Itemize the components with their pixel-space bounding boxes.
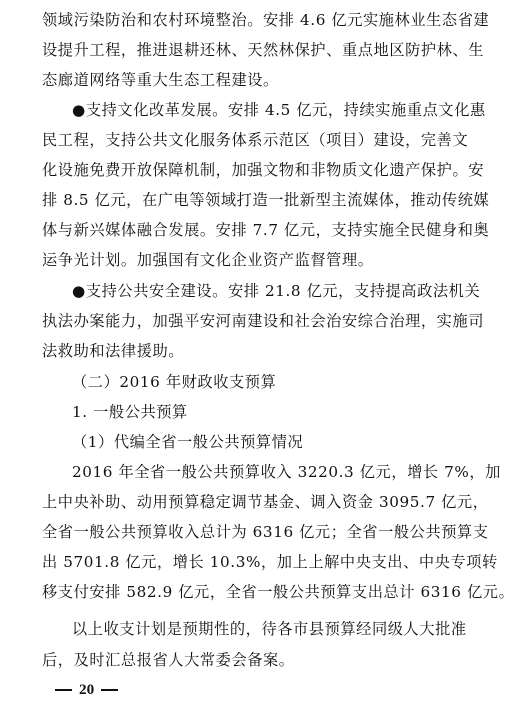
text-line: 执法办案能力，加强平安河南建设和社会治安综合治理，实施司 — [42, 312, 485, 330]
subsection-heading: 1. 一般公共预算 — [72, 403, 188, 421]
subsection-heading: （1）代编全省一般公共预算情况 — [72, 433, 304, 451]
text-line: 上中央补助、动用预算稳定调节基金、调入资金 3095.7 亿元， — [42, 493, 489, 511]
text-line: 出 5701.8 亿元，增长 10.3%，加上上解中央支出、中央专项转 — [42, 553, 498, 571]
page-footer — [0, 678, 125, 700]
section-heading: （二）2016 年财政收支预算 — [72, 373, 277, 391]
text-line: 体与新兴媒体融合发展。安排 7.7 亿元，支持实施全民健身和奥 — [42, 221, 490, 239]
text-line: 设提升工程，推进退耕还林、天然林保护、重点地区防护林、生 — [42, 41, 485, 59]
text-line: 运争光计划。加强国有文化企业资产监督管理。 — [42, 251, 374, 269]
text-line: 后，及时汇总报省人大常委会备案。 — [42, 651, 295, 669]
text-line: 法救助和法律援助。 — [42, 342, 185, 360]
text-line: 态廊道网络等重大生态工程建设。 — [42, 71, 279, 89]
text-line: 民工程，支持公共文化服务体系示范区（项目）建设，完善文 — [42, 131, 469, 149]
dash-right — [101, 689, 118, 691]
page-number: 20 — [79, 681, 95, 698]
text-line: 移支付安排 582.9 亿元，全省一般公共预算支出总计 6316 亿元。 — [42, 583, 514, 601]
text-line: ●支持文化改革发展。安排 4.5 亿元，持续实施重点文化惠 — [72, 101, 486, 119]
text-line: 化设施免费开放保障机制，加强文物和非物质文化遗产保护。安 — [42, 161, 485, 179]
text-line: 2016 年全省一般公共预算收入 3220.3 亿元，增长 7%，加 — [72, 463, 501, 481]
text-line: 领域污染防治和农村环境整治。安排 4.6 亿元实施林业生态省建 — [42, 11, 490, 29]
text-line: 排 8.5 亿元，在广电等领域打造一批新型主流媒体，推动传统媒 — [42, 191, 490, 209]
text-line: 以上收支计划是预期性的，待各市县预算经同级人大批准 — [72, 620, 467, 638]
dash-left — [55, 689, 72, 691]
text-line: 全省一般公共预算收入总计为 6316 亿元；全省一般公共预算支 — [42, 523, 489, 541]
text-line: ●支持公共安全建设。安排 21.8 亿元，支持提高政法机关 — [72, 282, 481, 300]
